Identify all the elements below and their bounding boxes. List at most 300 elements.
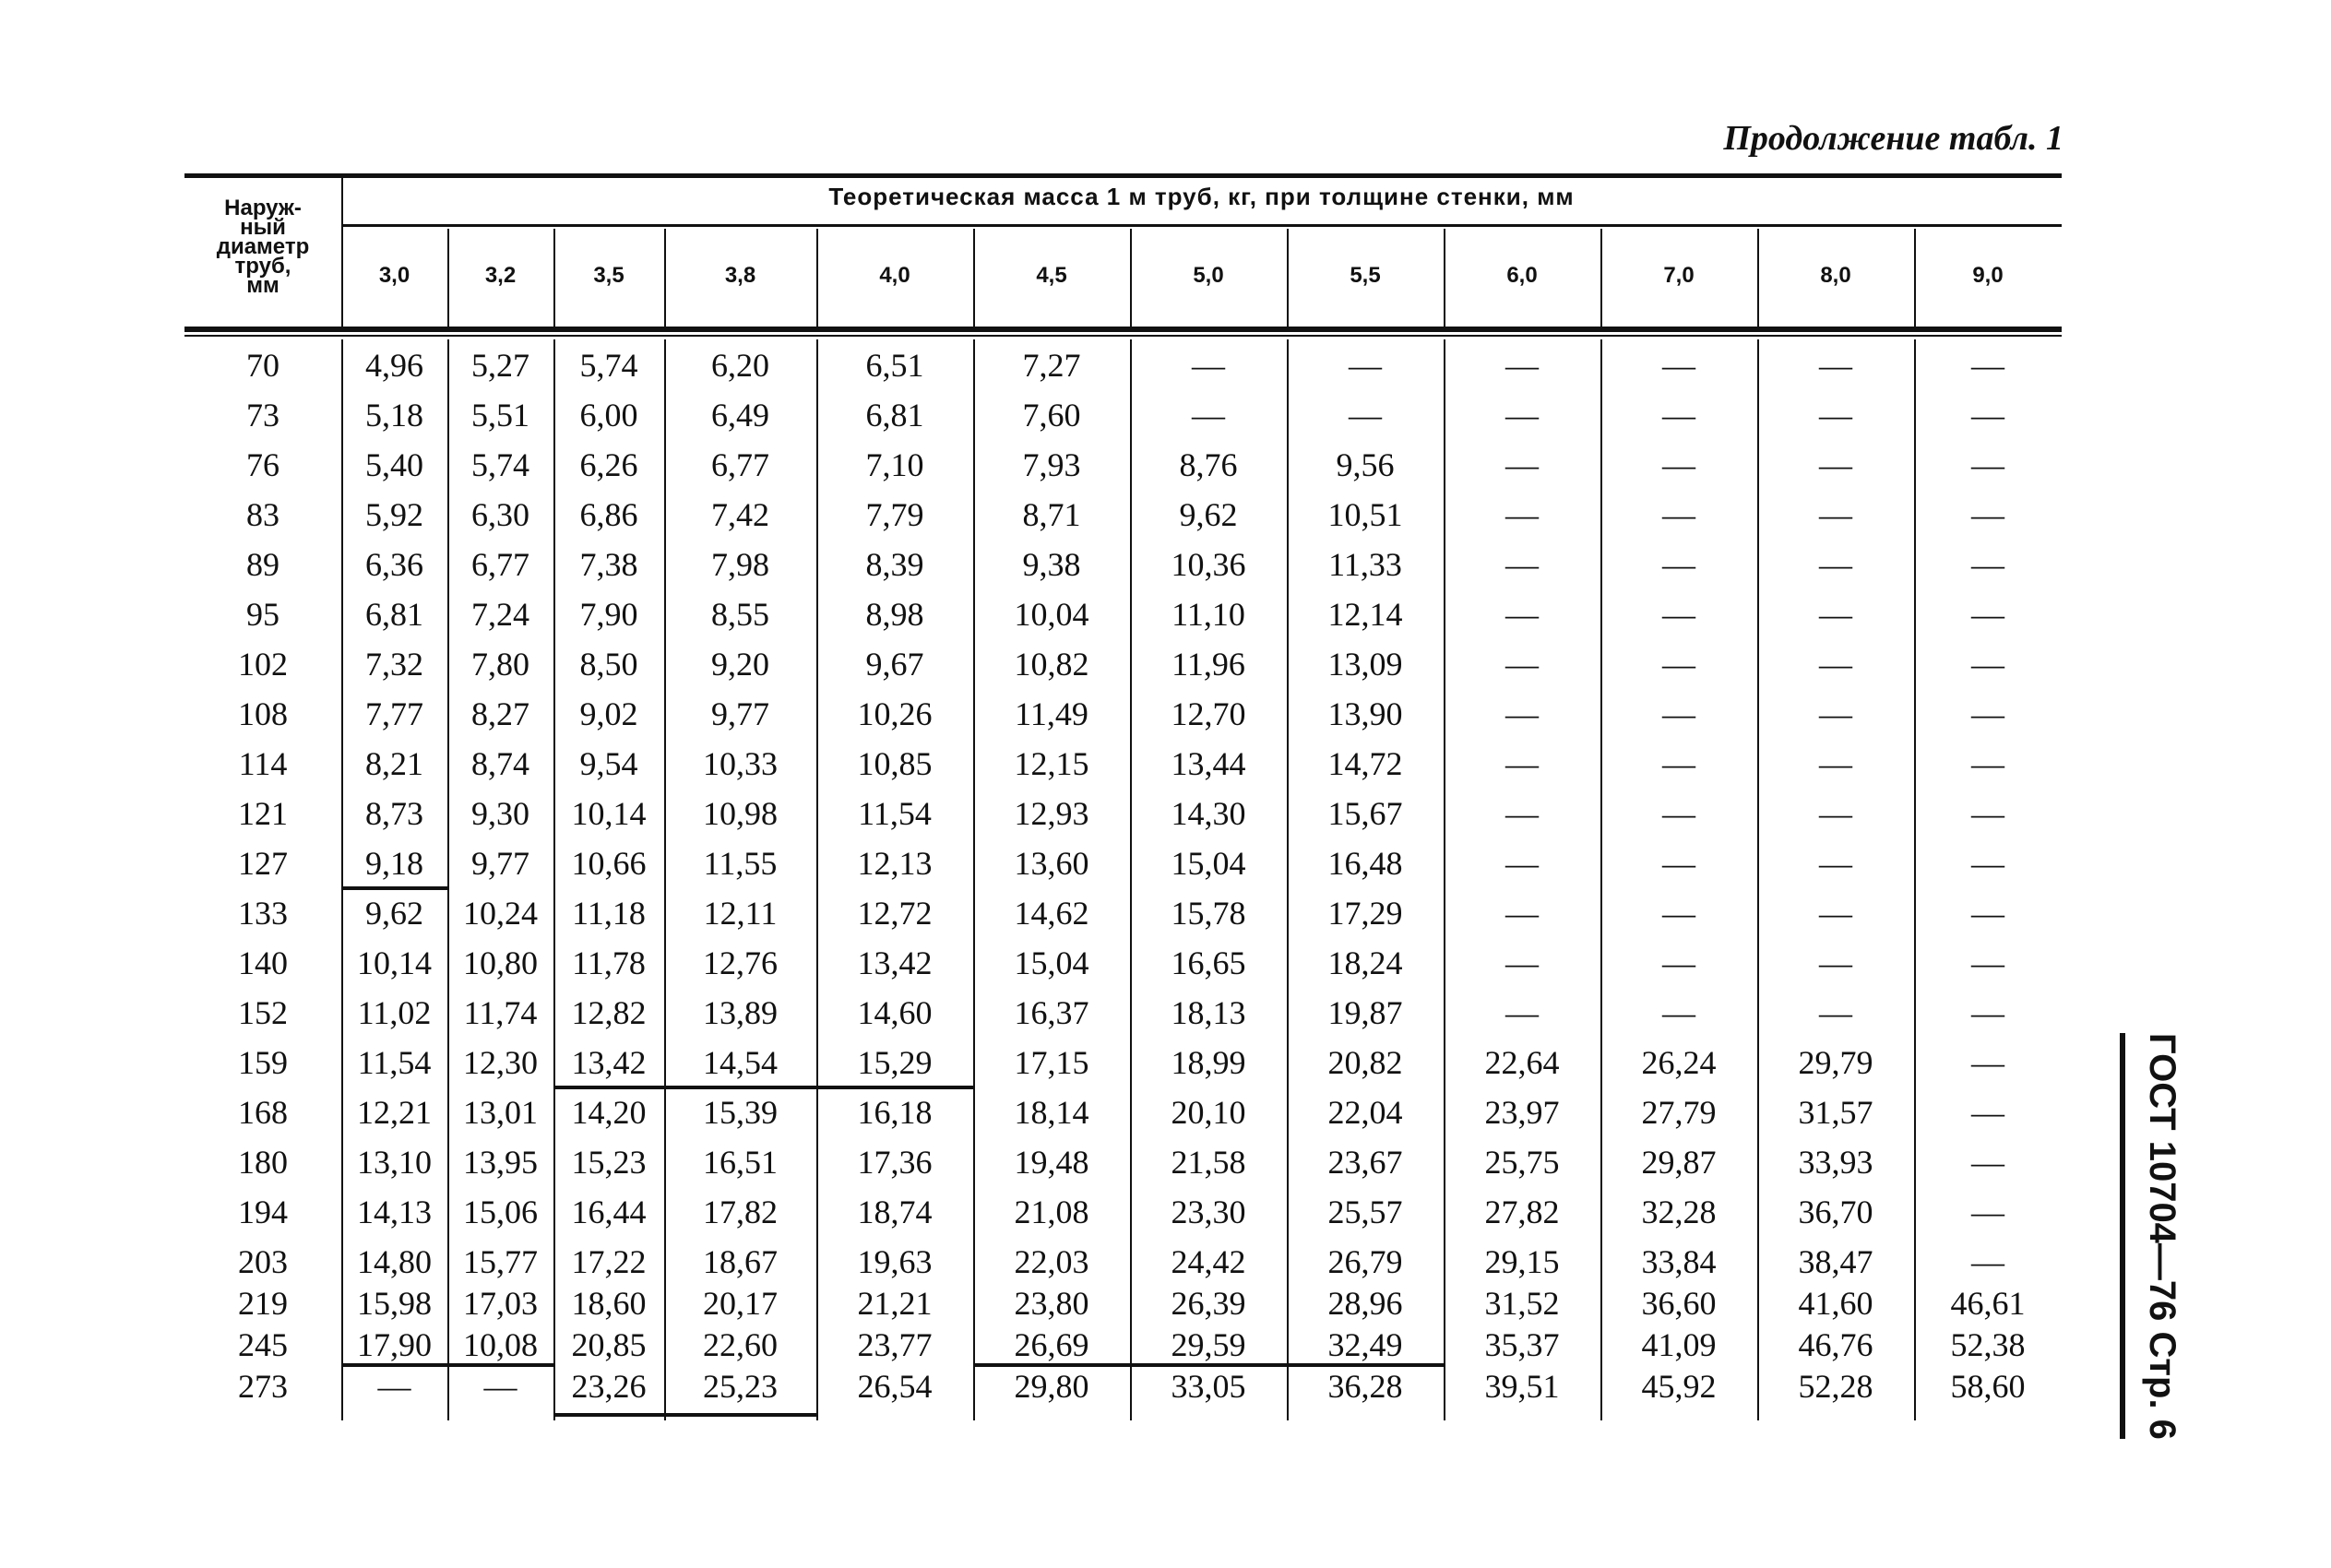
mass-cell: 33,93	[1798, 1144, 1873, 1181]
mass-cell: 18,14	[1014, 1094, 1089, 1131]
body-vline	[553, 339, 555, 1420]
row-header-label-line: ный	[240, 215, 286, 240]
mass-cell: 10,80	[463, 944, 538, 981]
mass-cell: 13,90	[1327, 695, 1403, 732]
mass-cell: 46,61	[1950, 1285, 2026, 1322]
mass-cell: —	[1662, 845, 1695, 882]
mass-cell: 31,52	[1484, 1285, 1560, 1322]
thickness-header: 8,0	[1820, 263, 1851, 288]
mass-cell: 9,18	[365, 845, 423, 882]
outer-diameter-cell: 95	[246, 596, 279, 633]
mass-cell: 6,00	[579, 397, 638, 434]
mass-cell: 31,57	[1798, 1094, 1873, 1131]
mass-cell: 38,47	[1798, 1243, 1873, 1280]
mass-cell: 23,77	[857, 1326, 933, 1363]
mass-cell: 12,93	[1014, 795, 1089, 832]
mass-cell: 22,04	[1327, 1094, 1403, 1131]
row-header-label-line: Наруж-	[224, 196, 302, 220]
mass-cell: 7,32	[365, 646, 423, 683]
outer-diameter-cell: 83	[246, 496, 279, 533]
boundary-step	[973, 1363, 1444, 1367]
mass-cell: 16,37	[1014, 994, 1089, 1031]
mass-cell: 14,30	[1171, 795, 1246, 832]
mass-cell: 9,62	[1179, 496, 1238, 533]
mass-cell: 5,27	[471, 347, 529, 384]
mass-cell: 41,60	[1798, 1285, 1873, 1322]
outer-diameter-cell: 114	[238, 745, 288, 782]
mass-cell: 29,59	[1171, 1326, 1246, 1363]
mass-cell: 6,30	[471, 496, 529, 533]
mass-cell: 24,42	[1171, 1243, 1246, 1280]
mass-cell: 16,65	[1171, 944, 1246, 981]
mass-cell: 12,15	[1014, 745, 1089, 782]
mass-cell: 10,98	[703, 795, 778, 832]
mass-cell: 11,10	[1171, 596, 1245, 633]
header-vline	[973, 229, 975, 327]
outer-diameter-cell: 89	[246, 546, 279, 583]
mass-cell: 11,78	[572, 944, 646, 981]
mass-cell: 5,92	[365, 496, 423, 533]
mass-cell: 52,38	[1950, 1326, 2026, 1363]
mass-cell: —	[1662, 895, 1695, 932]
mass-cell: 26,39	[1171, 1285, 1246, 1322]
body-vline	[1287, 339, 1289, 1420]
mass-cell: —	[1505, 546, 1539, 583]
outer-diameter-cell: 127	[238, 845, 288, 882]
mass-cell: 7,80	[471, 646, 529, 683]
mass-cell: 6,36	[365, 546, 423, 583]
mass-cell: —	[1505, 745, 1539, 782]
mass-cell: —	[1662, 695, 1695, 732]
mass-cell: 46,76	[1798, 1326, 1873, 1363]
mass-cell: 26,69	[1014, 1326, 1089, 1363]
mass-cell: 12,11	[703, 895, 778, 932]
body-vline	[447, 339, 449, 1420]
header-vline	[1600, 229, 1602, 327]
mass-cell: 12,30	[463, 1044, 538, 1081]
thickness-header: 3,5	[593, 263, 624, 288]
body-vline	[341, 339, 343, 1420]
mass-cell: 15,04	[1014, 944, 1089, 981]
mass-cell: 15,29	[857, 1044, 933, 1081]
outer-diameter-cell: 121	[238, 795, 288, 832]
mass-cell: —	[1971, 646, 2004, 683]
mass-cell: 17,82	[703, 1194, 778, 1230]
mass-cell: 15,39	[703, 1094, 778, 1131]
mass-cell: 9,67	[865, 646, 924, 683]
mass-cell: —	[1662, 795, 1695, 832]
mass-cell: —	[1819, 795, 1852, 832]
body-vline	[973, 339, 975, 1420]
mass-cell: 8,27	[471, 695, 529, 732]
mass-cell: —	[1971, 944, 2004, 981]
mass-cell: 52,28	[1798, 1368, 1873, 1405]
boundary-step	[341, 886, 447, 890]
mass-cell: 12,72	[857, 895, 933, 932]
row-header-label-line: диаметр	[216, 234, 310, 259]
mass-cell: 5,74	[471, 446, 529, 483]
mass-cell: —	[1971, 695, 2004, 732]
mass-cell: —	[1505, 895, 1539, 932]
header-vline	[447, 229, 449, 327]
mass-cell: 5,40	[365, 446, 423, 483]
mass-cell: 23,67	[1327, 1144, 1403, 1181]
mass-cell: 21,58	[1171, 1144, 1246, 1181]
mass-cell: —	[1662, 397, 1695, 434]
mass-cell: 6,49	[711, 397, 769, 434]
mass-cell: —	[1819, 944, 1852, 981]
mass-cell: 7,77	[365, 695, 423, 732]
thickness-header: 5,0	[1193, 263, 1224, 288]
mass-cell: 15,23	[571, 1144, 647, 1181]
mass-cell: 7,24	[471, 596, 529, 633]
mass-cell: 29,79	[1798, 1044, 1873, 1081]
mass-cell: 10,33	[703, 745, 778, 782]
mass-cell: 36,28	[1327, 1368, 1403, 1405]
span-header: Теоретическая масса 1 м труб, кг, при толщине стенки, мм	[828, 183, 1575, 210]
thickness-header: 9,0	[1972, 263, 2004, 288]
header-vline	[553, 229, 555, 327]
boundary-step	[553, 1413, 816, 1417]
mass-cell: —	[1971, 1243, 2004, 1280]
boundary-step	[341, 1363, 553, 1367]
mass-cell: 9,30	[471, 795, 529, 832]
mass-cell: —	[1662, 546, 1695, 583]
body-vline	[816, 339, 818, 1420]
mass-cell: 9,20	[711, 646, 769, 683]
mass-cell: 7,79	[865, 496, 924, 533]
mass-cell: 15,04	[1171, 845, 1246, 882]
mass-cell: —	[1505, 646, 1539, 683]
mass-cell: 36,70	[1798, 1194, 1873, 1230]
row-header-label	[184, 196, 341, 298]
mass-cell: 10,04	[1014, 596, 1089, 633]
mass-cell: 7,60	[1022, 397, 1081, 434]
mass-cell: 9,56	[1336, 446, 1395, 483]
page-stamp: ГОСТ 10704—76 Стр. 6	[2142, 1033, 2182, 1440]
mass-cell: 10,51	[1327, 496, 1403, 533]
row-header-label-line: труб,	[234, 254, 291, 279]
mass-cell: 18,74	[857, 1194, 933, 1230]
mass-cell: 6,86	[579, 496, 638, 533]
mass-cell: 33,05	[1171, 1368, 1246, 1405]
mass-cell: —	[1971, 596, 2004, 633]
mass-cell: —	[1971, 1144, 2004, 1181]
mass-cell: 20,17	[703, 1285, 778, 1322]
mass-cell: 6,20	[711, 347, 769, 384]
mass-cell: —	[1819, 596, 1852, 633]
mass-cell: 13,42	[571, 1044, 647, 1081]
mass-cell: 27,82	[1484, 1194, 1560, 1230]
mass-cell: 32,28	[1641, 1194, 1717, 1230]
body-vline	[1130, 339, 1132, 1420]
mass-cell: 23,26	[571, 1368, 647, 1405]
mass-cell: —	[1819, 397, 1852, 434]
mass-cell: 35,37	[1484, 1326, 1560, 1363]
mass-cell: 15,98	[357, 1285, 432, 1322]
header-vline	[1287, 229, 1289, 327]
mass-cell: 7,42	[711, 496, 769, 533]
mass-cell: 6,77	[471, 546, 529, 583]
body-vline	[1914, 339, 1916, 1420]
mass-cell: 10,26	[857, 695, 933, 732]
mass-cell: 12,21	[357, 1094, 432, 1131]
outer-diameter-cell: 168	[238, 1094, 288, 1131]
header-vline	[816, 229, 818, 327]
mass-cell: 8,73	[365, 795, 423, 832]
mass-cell: —	[1819, 994, 1852, 1031]
mass-cell: 8,76	[1179, 446, 1238, 483]
thickness-header: 3,8	[724, 263, 756, 288]
mass-cell: 8,71	[1022, 496, 1081, 533]
mass-cell: 20,85	[571, 1326, 647, 1363]
mass-cell: —	[1971, 496, 2004, 533]
mass-cell: 8,55	[711, 596, 769, 633]
header-vline-left	[341, 178, 343, 332]
mass-cell: 23,80	[1014, 1285, 1089, 1322]
mass-cell: —	[377, 1368, 411, 1405]
thickness-header: 6,0	[1506, 263, 1538, 288]
mass-cell: 29,15	[1484, 1243, 1560, 1280]
mass-cell: —	[1819, 446, 1852, 483]
mass-cell: —	[1505, 795, 1539, 832]
mass-cell: 6,51	[865, 347, 924, 384]
mass-cell: 17,29	[1327, 895, 1403, 932]
outer-diameter-cell: 194	[238, 1194, 288, 1230]
mass-cell: 6,81	[865, 397, 924, 434]
mass-cell: 13,10	[357, 1144, 432, 1181]
mass-cell: —	[1819, 845, 1852, 882]
mass-cell: 7,27	[1022, 347, 1081, 384]
mass-cell: 26,24	[1641, 1044, 1717, 1081]
outer-diameter-cell: 273	[238, 1368, 288, 1405]
mass-cell: 7,93	[1022, 446, 1081, 483]
mass-cell: 26,54	[857, 1368, 933, 1405]
mass-cell: 13,09	[1327, 646, 1403, 683]
mass-cell: 20,82	[1327, 1044, 1403, 1081]
outer-diameter-cell: 76	[246, 446, 279, 483]
mass-cell: 13,89	[703, 994, 778, 1031]
mass-cell: 9,77	[711, 695, 769, 732]
page-caption: Продолжение табл. 1	[1723, 119, 2063, 158]
mass-cell: 29,80	[1014, 1368, 1089, 1405]
mass-cell: 33,84	[1641, 1243, 1717, 1280]
mass-cell: 9,62	[365, 895, 423, 932]
mass-cell: —	[1819, 546, 1852, 583]
mass-cell: 8,98	[865, 596, 924, 633]
mass-cell: 10,24	[463, 895, 538, 932]
body-vline	[1444, 339, 1445, 1420]
mass-cell: 12,13	[857, 845, 933, 882]
row-header-label-line: мм	[246, 273, 279, 298]
mass-cell: 11,55	[703, 845, 778, 882]
mass-cell: —	[1819, 646, 1852, 683]
mass-cell: —	[1505, 596, 1539, 633]
mass-cell: 8,21	[365, 745, 423, 782]
mass-cell: 32,49	[1327, 1326, 1403, 1363]
outer-diameter-cell: 203	[238, 1243, 288, 1280]
mass-cell: 14,13	[357, 1194, 432, 1230]
mass-cell: 12,14	[1327, 596, 1403, 633]
mass-cell: 13,95	[463, 1144, 538, 1181]
mass-cell: 14,20	[571, 1094, 647, 1131]
mass-cell: 18,60	[571, 1285, 647, 1322]
header-bottom-rule	[184, 327, 2062, 332]
mass-cell: 22,60	[703, 1326, 778, 1363]
mass-cell: 16,18	[857, 1094, 933, 1131]
mass-cell: 9,54	[579, 745, 638, 782]
mass-cell: —	[1971, 1044, 2004, 1081]
mass-cell: —	[1662, 496, 1695, 533]
mass-cell: —	[1349, 397, 1382, 434]
mass-cell: 10,36	[1171, 546, 1246, 583]
header-vline	[1130, 229, 1132, 327]
mass-cell: —	[1971, 397, 2004, 434]
mass-cell: 16,48	[1327, 845, 1403, 882]
thickness-header: 4,0	[879, 263, 910, 288]
mass-cell: —	[1819, 347, 1852, 384]
mass-cell: 11,18	[572, 895, 646, 932]
thickness-header: 7,0	[1663, 263, 1695, 288]
mass-cell: —	[1662, 994, 1695, 1031]
mass-cell: 21,08	[1014, 1194, 1089, 1230]
mass-cell: —	[1819, 895, 1852, 932]
mass-cell: 8,74	[471, 745, 529, 782]
mass-cell: 14,62	[1014, 895, 1089, 932]
mass-cell: —	[1662, 446, 1695, 483]
mass-cell: 25,75	[1484, 1144, 1560, 1181]
outer-diameter-cell: 140	[238, 944, 288, 981]
outer-diameter-cell: 245	[238, 1326, 288, 1363]
mass-cell: 13,01	[463, 1094, 538, 1131]
header-bottom-rule-thin	[184, 335, 2062, 337]
mass-cell: 45,92	[1641, 1368, 1717, 1405]
mass-cell: 11,33	[1328, 546, 1402, 583]
outer-diameter-cell: 159	[238, 1044, 288, 1081]
mass-cell: 17,36	[857, 1144, 933, 1181]
mass-cell: 25,57	[1327, 1194, 1403, 1230]
thickness-header: 3,0	[378, 263, 410, 288]
mass-cell: 25,23	[703, 1368, 778, 1405]
mass-cell: 9,02	[579, 695, 638, 732]
mass-cell: 18,99	[1171, 1044, 1246, 1081]
mass-cell: 8,39	[865, 546, 924, 583]
thickness-header: 5,5	[1350, 263, 1381, 288]
table-top-rule	[184, 173, 2062, 178]
mass-cell: 17,15	[1014, 1044, 1089, 1081]
mass-cell: 7,98	[711, 546, 769, 583]
mass-cell: 36,60	[1641, 1285, 1717, 1322]
mass-cell: 13,42	[857, 944, 933, 981]
mass-cell: —	[1349, 347, 1382, 384]
thickness-header: 3,2	[484, 263, 517, 288]
mass-cell: 18,13	[1171, 994, 1246, 1031]
body-vline	[1757, 339, 1759, 1420]
mass-cell: 14,72	[1327, 745, 1403, 782]
mass-cell: —	[1819, 695, 1852, 732]
mass-cell: 11,74	[463, 994, 538, 1031]
mass-cell: 27,79	[1641, 1094, 1717, 1131]
mass-cell: 15,06	[463, 1194, 538, 1230]
mass-cell: —	[1971, 546, 2004, 583]
mass-cell: 10,66	[571, 845, 647, 882]
mass-cell: —	[1505, 397, 1539, 434]
mass-cell: 10,82	[1014, 646, 1089, 683]
mass-cell: 15,77	[463, 1243, 538, 1280]
mass-cell: 22,03	[1014, 1243, 1089, 1280]
mass-cell: —	[1505, 446, 1539, 483]
mass-cell: —	[1662, 745, 1695, 782]
mass-cell: 58,60	[1950, 1368, 2026, 1405]
mass-cell: 15,78	[1171, 895, 1246, 932]
mass-cell: 10,14	[357, 944, 432, 981]
mass-cell: —	[1505, 994, 1539, 1031]
outer-diameter-cell: 70	[246, 347, 279, 384]
mass-cell: 39,51	[1484, 1368, 1560, 1405]
mass-cell: 41,09	[1641, 1326, 1717, 1363]
mass-cell: 12,82	[571, 994, 647, 1031]
mass-cell: 23,30	[1171, 1194, 1246, 1230]
mass-cell: 6,77	[711, 446, 769, 483]
mass-cell: —	[1971, 745, 2004, 782]
mass-cell: 7,10	[865, 446, 924, 483]
mass-cell: 13,60	[1014, 845, 1089, 882]
mass-cell: 17,03	[463, 1285, 538, 1322]
outer-diameter-cell: 133	[238, 895, 288, 932]
mass-cell: 29,87	[1641, 1144, 1717, 1181]
mass-cell: 18,24	[1327, 944, 1403, 981]
mass-cell: —	[1971, 347, 2004, 384]
mass-cell: —	[1505, 347, 1539, 384]
mass-cell: 14,60	[857, 994, 933, 1031]
stamp-bar	[2120, 1033, 2125, 1439]
mass-cell: 16,51	[703, 1144, 778, 1181]
header-separator	[341, 224, 2062, 227]
mass-cell: 26,79	[1327, 1243, 1403, 1280]
mass-cell: 28,96	[1327, 1285, 1403, 1322]
mass-cell: —	[1505, 944, 1539, 981]
mass-cell: —	[1971, 1094, 2004, 1131]
header-vline	[1914, 229, 1916, 327]
header-vline	[1444, 229, 1445, 327]
outer-diameter-cell: 152	[238, 994, 288, 1031]
outer-diameter-cell: 73	[246, 397, 279, 434]
mass-cell: —	[1819, 496, 1852, 533]
mass-cell: 18,67	[703, 1243, 778, 1280]
mass-cell: 22,64	[1484, 1044, 1560, 1081]
mass-cell: 5,51	[471, 397, 529, 434]
mass-cell: —	[1662, 646, 1695, 683]
header-vline	[1757, 229, 1759, 327]
mass-cell: —	[1971, 994, 2004, 1031]
mass-cell: 12,70	[1171, 695, 1246, 732]
mass-cell: —	[1662, 347, 1695, 384]
mass-cell: —	[1192, 347, 1225, 384]
mass-cell: 13,44	[1171, 745, 1246, 782]
mass-cell: —	[1505, 695, 1539, 732]
mass-cell: 11,02	[357, 994, 432, 1031]
mass-cell: —	[1662, 596, 1695, 633]
mass-cell: 19,87	[1327, 994, 1403, 1031]
body-vline	[664, 339, 666, 1420]
mass-cell: —	[1971, 446, 2004, 483]
mass-cell: —	[1971, 1194, 2004, 1230]
mass-cell: —	[1192, 397, 1225, 434]
mass-cell: 11,96	[1171, 646, 1245, 683]
mass-cell: —	[483, 1368, 517, 1405]
mass-cell: 11,54	[858, 795, 932, 832]
mass-cell: 17,22	[571, 1243, 647, 1280]
